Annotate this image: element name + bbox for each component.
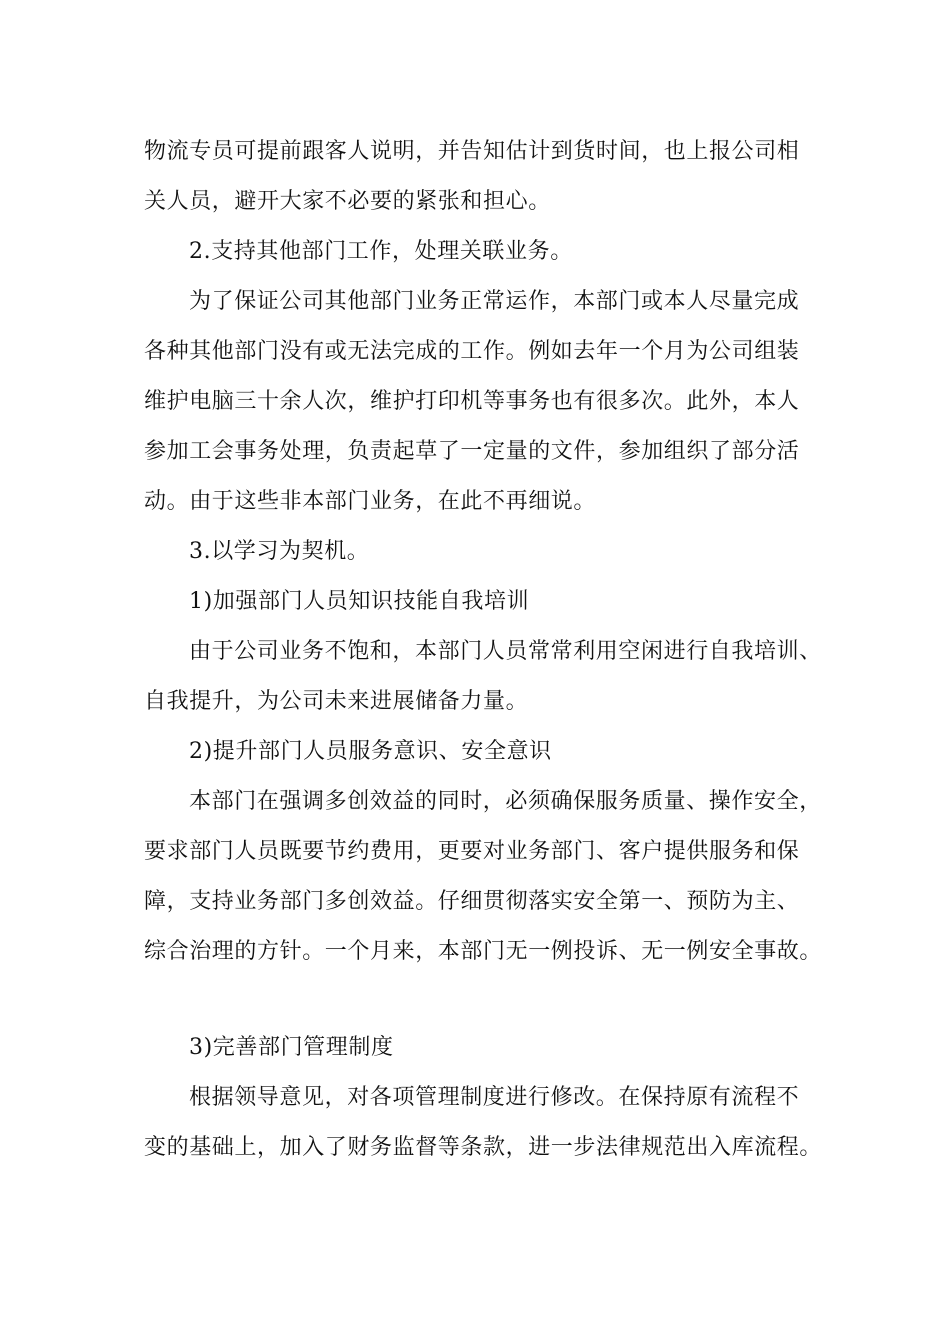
paragraph-line: 动。由于这些非本部门业务，在此不再细说。 [144,489,597,514]
paragraph-line: 参加工会事务处理，负责起草了一定量的文件，参加组织了部分活 [144,439,800,464]
section-heading: 3.以学习为契机。 [189,539,370,564]
paragraph-line: 要求部门人员既要节约费用，更要对业务部门、客户提供服务和保 [144,839,800,864]
paragraph-line: 变的基础上，加入了财务监督等条款，进一步法律规范出入库流程。 [144,1135,823,1160]
paragraph-line: 本部门在强调多创效益的同时，必须确保服务质量、操作安全， [189,789,822,814]
paragraph-line: 维护电脑三十余人次，维护打印机等事务也有很多次。此外，本人 [144,389,800,414]
subsection-heading: 2)提升部门人员服务意识、安全意识 [189,739,552,764]
paragraph-line: 关人员，避开大家不必要的紧张和担心。 [144,189,551,214]
paragraph-line: 根据领导意见，对各项管理制度进行修改。在保持原有流程不 [189,1085,800,1110]
paragraph-line: 各种其他部门没有或无法完成的工作。例如去年一个月为公司组装 [144,339,800,364]
paragraph-line: 为了保证公司其他部门业务正常运作，本部门或本人尽量完成 [189,289,800,314]
section-heading: 2.支持其他部门工作，处理关联业务。 [189,239,573,264]
paragraph-line: 综合治理的方针。一个月来，本部门无一例投诉、无一例安全事故。 [144,939,823,964]
subsection-heading: 3)完善部门管理制度 [189,1035,394,1060]
paragraph-line: 由于公司业务不饱和，本部门人员常常利用空闲进行自我培训、 [189,639,822,664]
paragraph-line: 自我提升，为公司未来进展储备力量。 [144,689,529,714]
subsection-heading: 1)加强部门人员知识技能自我培训 [189,589,530,614]
paragraph-line: 障，支持业务部门多创效益。仔细贯彻落实安全第一、预防为主、 [144,889,800,914]
paragraph-line: 物流专员可提前跟客人说明，并告知估计到货时间，也上报公司相 [144,139,800,164]
